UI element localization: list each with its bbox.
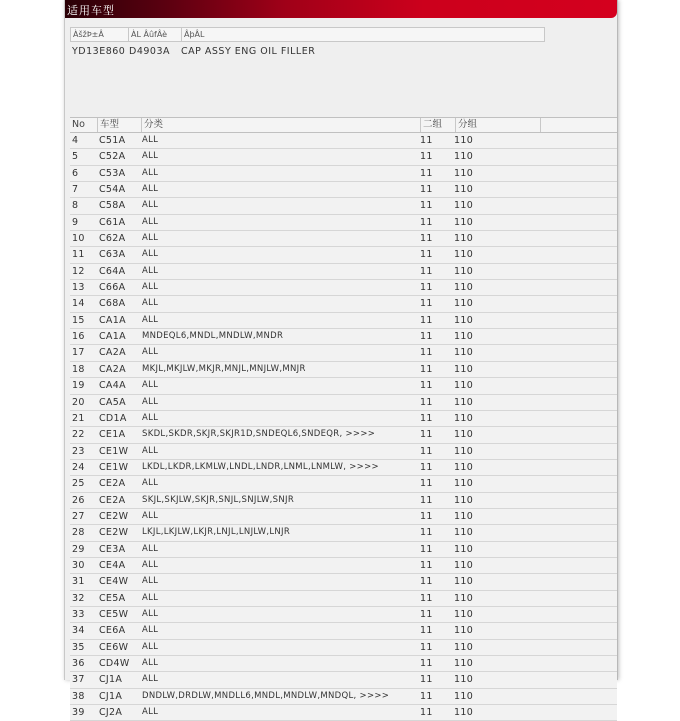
row-group: 110: [454, 347, 474, 359]
row-model: CA5A: [99, 396, 126, 408]
table-row[interactable]: [70, 460, 617, 476]
row-group2: 11: [420, 478, 433, 490]
row-model: CE1A: [99, 429, 126, 441]
row-filler: [536, 149, 617, 164]
table-header: [70, 117, 617, 133]
table-row[interactable]: [70, 591, 617, 607]
row-category: SKJL,SKJLW,SKJR,SNJL,SNJLW,SNJR: [142, 494, 295, 505]
row-category: MKJL,MKJLW,MKJR,MNJL,MNJLW,MNJR: [142, 363, 306, 374]
table-row[interactable]: [70, 182, 617, 198]
row-no: 20: [72, 396, 85, 408]
row-model: CA4A: [99, 380, 126, 392]
table-row[interactable]: [70, 395, 617, 411]
row-no: 36: [72, 658, 85, 669]
row-group: 110: [454, 429, 474, 441]
row-category: MNDEQL6,MNDL,MNDLW,MNDR: [142, 331, 284, 342]
row-category: ALL: [142, 592, 159, 603]
row-model: C66A: [99, 282, 126, 294]
row-model: C58A: [99, 200, 126, 212]
row-model: CA2A: [99, 363, 126, 375]
row-filler: [536, 198, 617, 213]
table-row[interactable]: [70, 345, 617, 361]
row-no: 17: [72, 347, 85, 359]
row-no: 26: [72, 494, 85, 506]
part-description: CAP ASSY ENG OIL FILLER: [181, 46, 316, 57]
row-group2: 11: [420, 412, 433, 424]
row-group2: 11: [420, 576, 433, 588]
row-no: 25: [72, 478, 85, 490]
row-group2: 11: [420, 445, 433, 457]
applicable-models-window: [64, 0, 618, 719]
header-category[interactable]: 分类: [142, 118, 421, 132]
header-no[interactable]: No: [70, 118, 98, 132]
row-category: ALL: [142, 625, 159, 636]
row-model: CA2A: [99, 347, 126, 359]
row-group2: 11: [420, 658, 433, 669]
part-code: D4903A: [129, 46, 170, 57]
models-table: [70, 117, 617, 721]
row-model: CA1A: [99, 331, 126, 343]
table-row[interactable]: [70, 656, 617, 672]
row-filler: [536, 247, 617, 262]
header-filler: [541, 118, 617, 132]
row-filler: [536, 591, 617, 606]
row-group: 110: [454, 363, 474, 375]
row-category: LKDL,LKDR,LKMLW,LNDL,LNDR,LNML,LNMLW, >>>>: [142, 461, 379, 472]
table-row[interactable]: [70, 509, 617, 525]
row-group: 110: [454, 445, 474, 457]
row-model: CD4W: [99, 658, 130, 669]
row-no: 19: [72, 380, 85, 392]
row-group: 110: [454, 543, 474, 555]
row-group: 110: [454, 298, 474, 310]
row-group2: 11: [420, 265, 433, 277]
row-no: 28: [72, 527, 85, 539]
part-info-header-col-2[interactable]: ÀL ÂûfÂè: [129, 28, 182, 41]
row-group2: 11: [420, 510, 433, 522]
row-no: 24: [72, 461, 85, 473]
row-group: 110: [454, 314, 474, 326]
table-row[interactable]: [70, 198, 617, 214]
table-row[interactable]: [70, 329, 617, 345]
part-info-header: [70, 27, 545, 42]
row-no: 6: [72, 167, 79, 179]
row-category: ALL: [142, 135, 159, 145]
row-group: 110: [454, 380, 474, 392]
table-row[interactable]: [70, 672, 617, 688]
row-group: 110: [454, 478, 474, 490]
row-no: 5: [72, 151, 79, 163]
row-model: CA1A: [99, 314, 126, 326]
row-category: ALL: [142, 674, 159, 685]
row-group2: 11: [420, 543, 433, 555]
row-category: ALL: [142, 184, 159, 195]
row-group2: 11: [420, 233, 433, 245]
row-model: CE6W: [99, 641, 129, 653]
row-model: C54A: [99, 184, 126, 196]
row-group: 110: [454, 184, 474, 196]
table-row[interactable]: [70, 476, 617, 492]
table-row[interactable]: [70, 133, 617, 149]
row-group: 110: [454, 527, 474, 539]
table-row[interactable]: [70, 264, 617, 280]
row-category: ALL: [142, 298, 159, 309]
row-no: 31: [72, 576, 85, 588]
row-group: 110: [454, 461, 474, 473]
row-no: 18: [72, 363, 85, 375]
row-model: CE4A: [99, 559, 126, 571]
row-category: DNDLW,DRDLW,MNDLL6,MNDL,MNDLW,MNDQL, >>>>: [142, 690, 390, 701]
row-model: C62A: [99, 233, 126, 245]
row-filler: [536, 656, 617, 671]
row-group: 110: [454, 233, 474, 245]
table-row[interactable]: [70, 574, 617, 590]
table-row[interactable]: [70, 280, 617, 296]
row-no: 29: [72, 543, 85, 555]
row-group2: 11: [420, 331, 433, 343]
row-no: 13: [72, 282, 85, 294]
row-group2: 11: [420, 707, 433, 719]
row-filler: [536, 705, 617, 720]
row-group: 110: [454, 135, 474, 146]
table-row[interactable]: [70, 313, 617, 329]
row-group2: 11: [420, 167, 433, 179]
row-filler: [536, 525, 617, 540]
table-body: [70, 133, 617, 721]
row-category: ALL: [142, 249, 159, 260]
row-filler: [536, 476, 617, 491]
table-row[interactable]: [70, 444, 617, 460]
row-no: 32: [72, 592, 85, 604]
row-filler: [536, 329, 617, 344]
row-group2: 11: [420, 347, 433, 359]
header-group[interactable]: 分组: [456, 118, 541, 132]
table-row[interactable]: [70, 378, 617, 394]
row-no: 11: [72, 249, 85, 261]
row-filler: [536, 166, 617, 181]
row-no: 39: [72, 707, 85, 719]
row-group: 110: [454, 707, 474, 719]
row-category: ALL: [142, 412, 159, 423]
row-group: 110: [454, 658, 474, 669]
row-no: 10: [72, 233, 85, 245]
table-row[interactable]: [70, 215, 617, 231]
row-filler: [536, 427, 617, 442]
row-group2: 11: [420, 396, 433, 408]
row-group2: 11: [420, 690, 433, 702]
row-group2: 11: [420, 151, 433, 163]
row-model: CE5W: [99, 608, 129, 620]
row-group: 110: [454, 641, 474, 653]
row-no: 27: [72, 510, 85, 522]
row-category: ALL: [142, 576, 159, 587]
table-row[interactable]: [70, 493, 617, 509]
row-category: ALL: [142, 167, 159, 178]
row-category: LKJL,LKJLW,LKJR,LNJL,LNJLW,LNJR: [142, 527, 291, 538]
row-group2: 11: [420, 135, 433, 146]
row-group: 110: [454, 412, 474, 424]
row-category: SKDL,SKDR,SKJR,SKJR1D,SNDEQL6,SNDEQR, >>>>: [142, 429, 376, 440]
table-row[interactable]: [70, 247, 617, 263]
row-filler: [536, 264, 617, 279]
header-model[interactable]: 车型: [98, 118, 142, 132]
row-group: 110: [454, 216, 474, 228]
row-group2: 11: [420, 625, 433, 637]
row-no: 38: [72, 690, 85, 702]
row-filler: [536, 378, 617, 393]
row-filler: [536, 362, 617, 377]
row-filler: [536, 640, 617, 655]
row-no: 16: [72, 331, 85, 343]
table-row[interactable]: [70, 689, 617, 705]
row-filler: [536, 411, 617, 426]
row-no: 21: [72, 412, 85, 424]
row-category: ALL: [142, 641, 159, 652]
row-group: 110: [454, 690, 474, 702]
row-group2: 11: [420, 380, 433, 392]
row-filler: [536, 574, 617, 589]
part-number: YD13E860: [72, 46, 126, 57]
row-group2: 11: [420, 184, 433, 196]
row-category: ALL: [142, 282, 159, 293]
row-no: 37: [72, 674, 85, 686]
row-no: 4: [72, 135, 79, 146]
table-row[interactable]: [70, 705, 617, 721]
row-category: ALL: [142, 396, 159, 407]
row-filler: [536, 509, 617, 524]
row-model: CJ1A: [99, 690, 123, 702]
title-bar[interactable]: [65, 0, 617, 18]
table-row[interactable]: [70, 411, 617, 427]
table-row[interactable]: [70, 231, 617, 247]
row-no: 35: [72, 641, 85, 653]
row-group: 110: [454, 167, 474, 179]
row-group2: 11: [420, 429, 433, 441]
row-model: CE4W: [99, 576, 129, 588]
table-row[interactable]: [70, 296, 617, 312]
row-group: 110: [454, 396, 474, 408]
row-group2: 11: [420, 527, 433, 539]
row-group2: 11: [420, 461, 433, 473]
row-filler: [536, 542, 617, 557]
row-no: 33: [72, 608, 85, 620]
row-model: CE5A: [99, 592, 126, 604]
row-group: 110: [454, 559, 474, 571]
row-group2: 11: [420, 249, 433, 261]
row-filler: [536, 623, 617, 638]
row-group: 110: [454, 265, 474, 277]
table-row[interactable]: [70, 640, 617, 656]
row-group: 110: [454, 592, 474, 604]
part-info-header-col-1[interactable]: ÀšžÞ±Â: [71, 28, 129, 41]
row-filler: [536, 182, 617, 197]
row-group2: 11: [420, 200, 433, 212]
row-category: ALL: [142, 265, 159, 276]
row-group2: 11: [420, 216, 433, 228]
row-model: CE3A: [99, 543, 126, 555]
row-category: ALL: [142, 478, 159, 489]
row-category: ALL: [142, 314, 159, 325]
row-category: ALL: [142, 543, 159, 554]
row-group: 110: [454, 151, 474, 163]
row-filler: [536, 313, 617, 328]
part-info-panel: [70, 27, 545, 117]
row-filler: [536, 345, 617, 360]
row-model: C53A: [99, 167, 126, 179]
row-no: 22: [72, 429, 85, 441]
row-category: ALL: [142, 151, 159, 162]
row-group2: 11: [420, 559, 433, 571]
row-no: 34: [72, 625, 85, 637]
row-model: CE1W: [99, 445, 129, 457]
row-category: ALL: [142, 658, 159, 668]
row-group: 110: [454, 625, 474, 637]
row-model: CE2W: [99, 510, 129, 522]
row-group2: 11: [420, 314, 433, 326]
row-category: ALL: [142, 559, 159, 570]
row-model: CE2A: [99, 494, 126, 506]
row-group: 110: [454, 249, 474, 261]
table-row[interactable]: [70, 542, 617, 558]
row-no: 23: [72, 445, 85, 457]
row-no: 15: [72, 314, 85, 326]
table-row[interactable]: [70, 525, 617, 541]
row-filler: [536, 280, 617, 295]
row-filler: [536, 215, 617, 230]
row-model: CE6A: [99, 625, 126, 637]
row-group2: 11: [420, 674, 433, 686]
part-info-header-col-3[interactable]: ÂþÂL: [184, 30, 205, 39]
row-category: ALL: [142, 445, 159, 456]
row-model: C52A: [99, 151, 126, 163]
table-row[interactable]: [70, 166, 617, 182]
row-category: ALL: [142, 608, 159, 619]
row-group2: 11: [420, 282, 433, 294]
row-model: C64A: [99, 265, 126, 277]
part-info-row[interactable]: [70, 45, 545, 59]
row-no: 30: [72, 559, 85, 571]
header-group2[interactable]: 二组: [421, 118, 456, 132]
window-title: 适用车型: [67, 4, 115, 17]
row-group: 110: [454, 200, 474, 212]
row-category: ALL: [142, 216, 159, 227]
row-filler: [536, 460, 617, 475]
row-group: 110: [454, 674, 474, 686]
row-model: CE1W: [99, 461, 129, 473]
row-model: CD1A: [99, 412, 127, 424]
row-model: CJ1A: [99, 674, 123, 686]
row-group: 110: [454, 331, 474, 343]
row-model: CJ2A: [99, 707, 123, 719]
row-group: 110: [454, 494, 474, 506]
row-model: C63A: [99, 249, 126, 261]
row-filler: [536, 558, 617, 573]
row-group2: 11: [420, 298, 433, 310]
table-row[interactable]: [70, 149, 617, 165]
row-category: ALL: [142, 347, 159, 358]
row-filler: [536, 672, 617, 687]
table-row[interactable]: [70, 558, 617, 574]
row-model: C51A: [99, 135, 126, 146]
row-filler: [536, 133, 617, 148]
row-model: CE2W: [99, 527, 129, 539]
row-group2: 11: [420, 608, 433, 620]
row-group2: 11: [420, 363, 433, 375]
row-filler: [536, 231, 617, 246]
row-group: 110: [454, 282, 474, 294]
row-model: C68A: [99, 298, 126, 310]
row-no: 12: [72, 265, 85, 277]
row-no: 14: [72, 298, 85, 310]
row-filler: [536, 395, 617, 410]
row-filler: [536, 493, 617, 508]
row-filler: [536, 296, 617, 311]
row-no: 8: [72, 200, 79, 212]
row-filler: [536, 607, 617, 622]
row-filler: [536, 689, 617, 704]
row-group: 110: [454, 576, 474, 588]
row-category: ALL: [142, 510, 159, 521]
table-row[interactable]: [70, 362, 617, 378]
table-row[interactable]: [70, 623, 617, 639]
row-category: ALL: [142, 233, 159, 244]
table-row[interactable]: [70, 427, 617, 443]
row-model: CE2A: [99, 478, 126, 490]
row-group2: 11: [420, 641, 433, 653]
row-group: 110: [454, 510, 474, 522]
row-category: ALL: [142, 707, 159, 718]
row-no: 9: [72, 216, 79, 228]
row-category: ALL: [142, 380, 159, 391]
row-filler: [536, 444, 617, 459]
row-no: 7: [72, 184, 79, 196]
row-group: 110: [454, 608, 474, 620]
row-category: ALL: [142, 200, 159, 211]
row-group2: 11: [420, 494, 433, 506]
table-row[interactable]: [70, 607, 617, 623]
row-model: C61A: [99, 216, 126, 228]
row-group2: 11: [420, 592, 433, 604]
